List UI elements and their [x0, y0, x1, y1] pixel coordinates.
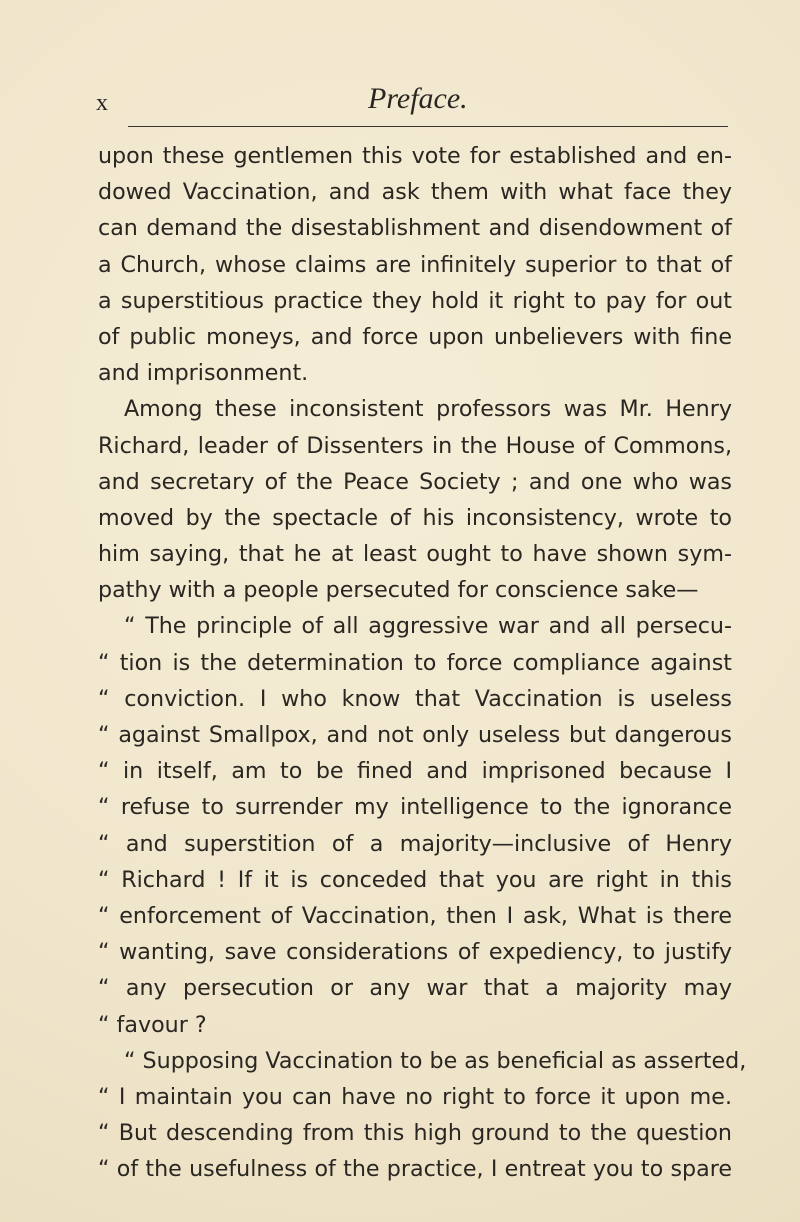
quote-line: “ wanting, save considerations of expediency, to justify [98, 939, 732, 966]
quote-line: “ The principle of all aggressive war and all persecu- [124, 613, 732, 640]
text-line: him saying, that he at least ought to have shown sym- [98, 541, 732, 568]
text-line: dowed Vaccination, and ask them with what face they [98, 179, 732, 206]
quote-line: “ But descending from this high ground to the question [98, 1120, 732, 1147]
quote-line: “ in itself, am to be fined and imprisoned because I [98, 758, 732, 785]
text-line: Richard, leader of Dissenters in the House of Commons, [98, 432, 732, 459]
text-line: and secretary of the Peace Society ; and one who was [98, 468, 732, 495]
text-line: upon these gentlemen this vote for established and en- [98, 143, 732, 169]
quote-line: “ and superstition of a majority—inclusive of Henry [98, 830, 732, 857]
quote-line: “ I maintain you can have no right to force it upon me. [98, 1083, 732, 1110]
text-line: a Church, whose claims are infinitely superior to that of [98, 251, 732, 278]
text-line: moved by the spectacle of his inconsistency, wrote to [98, 504, 732, 531]
page-number: x [96, 90, 109, 116]
text-line: Among these inconsistent professors was Mr. Henry [124, 396, 732, 423]
header-rule [128, 126, 728, 127]
quote-line: “ refuse to surrender my intelligence to the ignorance [98, 794, 732, 821]
quote-line: “ of the usefulness of the practice, I entreat you to spare [98, 1156, 732, 1183]
running-title: Preface. [368, 82, 468, 115]
text-line: and imprisonment. [98, 360, 309, 387]
quote-line: “ any persecution or any war that a majority may [98, 975, 732, 1002]
page-header [96, 82, 730, 122]
quote-line: “ Supposing Vaccination to be as beneficial as asserted, [124, 1047, 747, 1074]
quote-line: “ against Smallpox, and not only useless but dangerous [98, 722, 732, 748]
quote-line: “ tion is the determination to force compliance against [98, 649, 732, 676]
quote-line: “ favour ? [98, 1011, 207, 1038]
text-line: can demand the disestablishment and disendowment of [98, 215, 732, 242]
text-line: pathy with a people persecuted for conscience sake— [98, 577, 699, 604]
text-line: of public moneys, and force upon unbelievers with fine [98, 323, 732, 350]
body-text [98, 138, 747, 1187]
quote-line: “ conviction. I who know that Vaccination is useless [98, 685, 732, 712]
quote-line: “ enforcement of Vaccination, then I ask, What is there [98, 902, 732, 929]
text-line: a superstitious practice they hold it right to pay for out [98, 287, 732, 314]
quote-line: “ Richard ! If it is conceded that you are right in this [98, 866, 732, 893]
